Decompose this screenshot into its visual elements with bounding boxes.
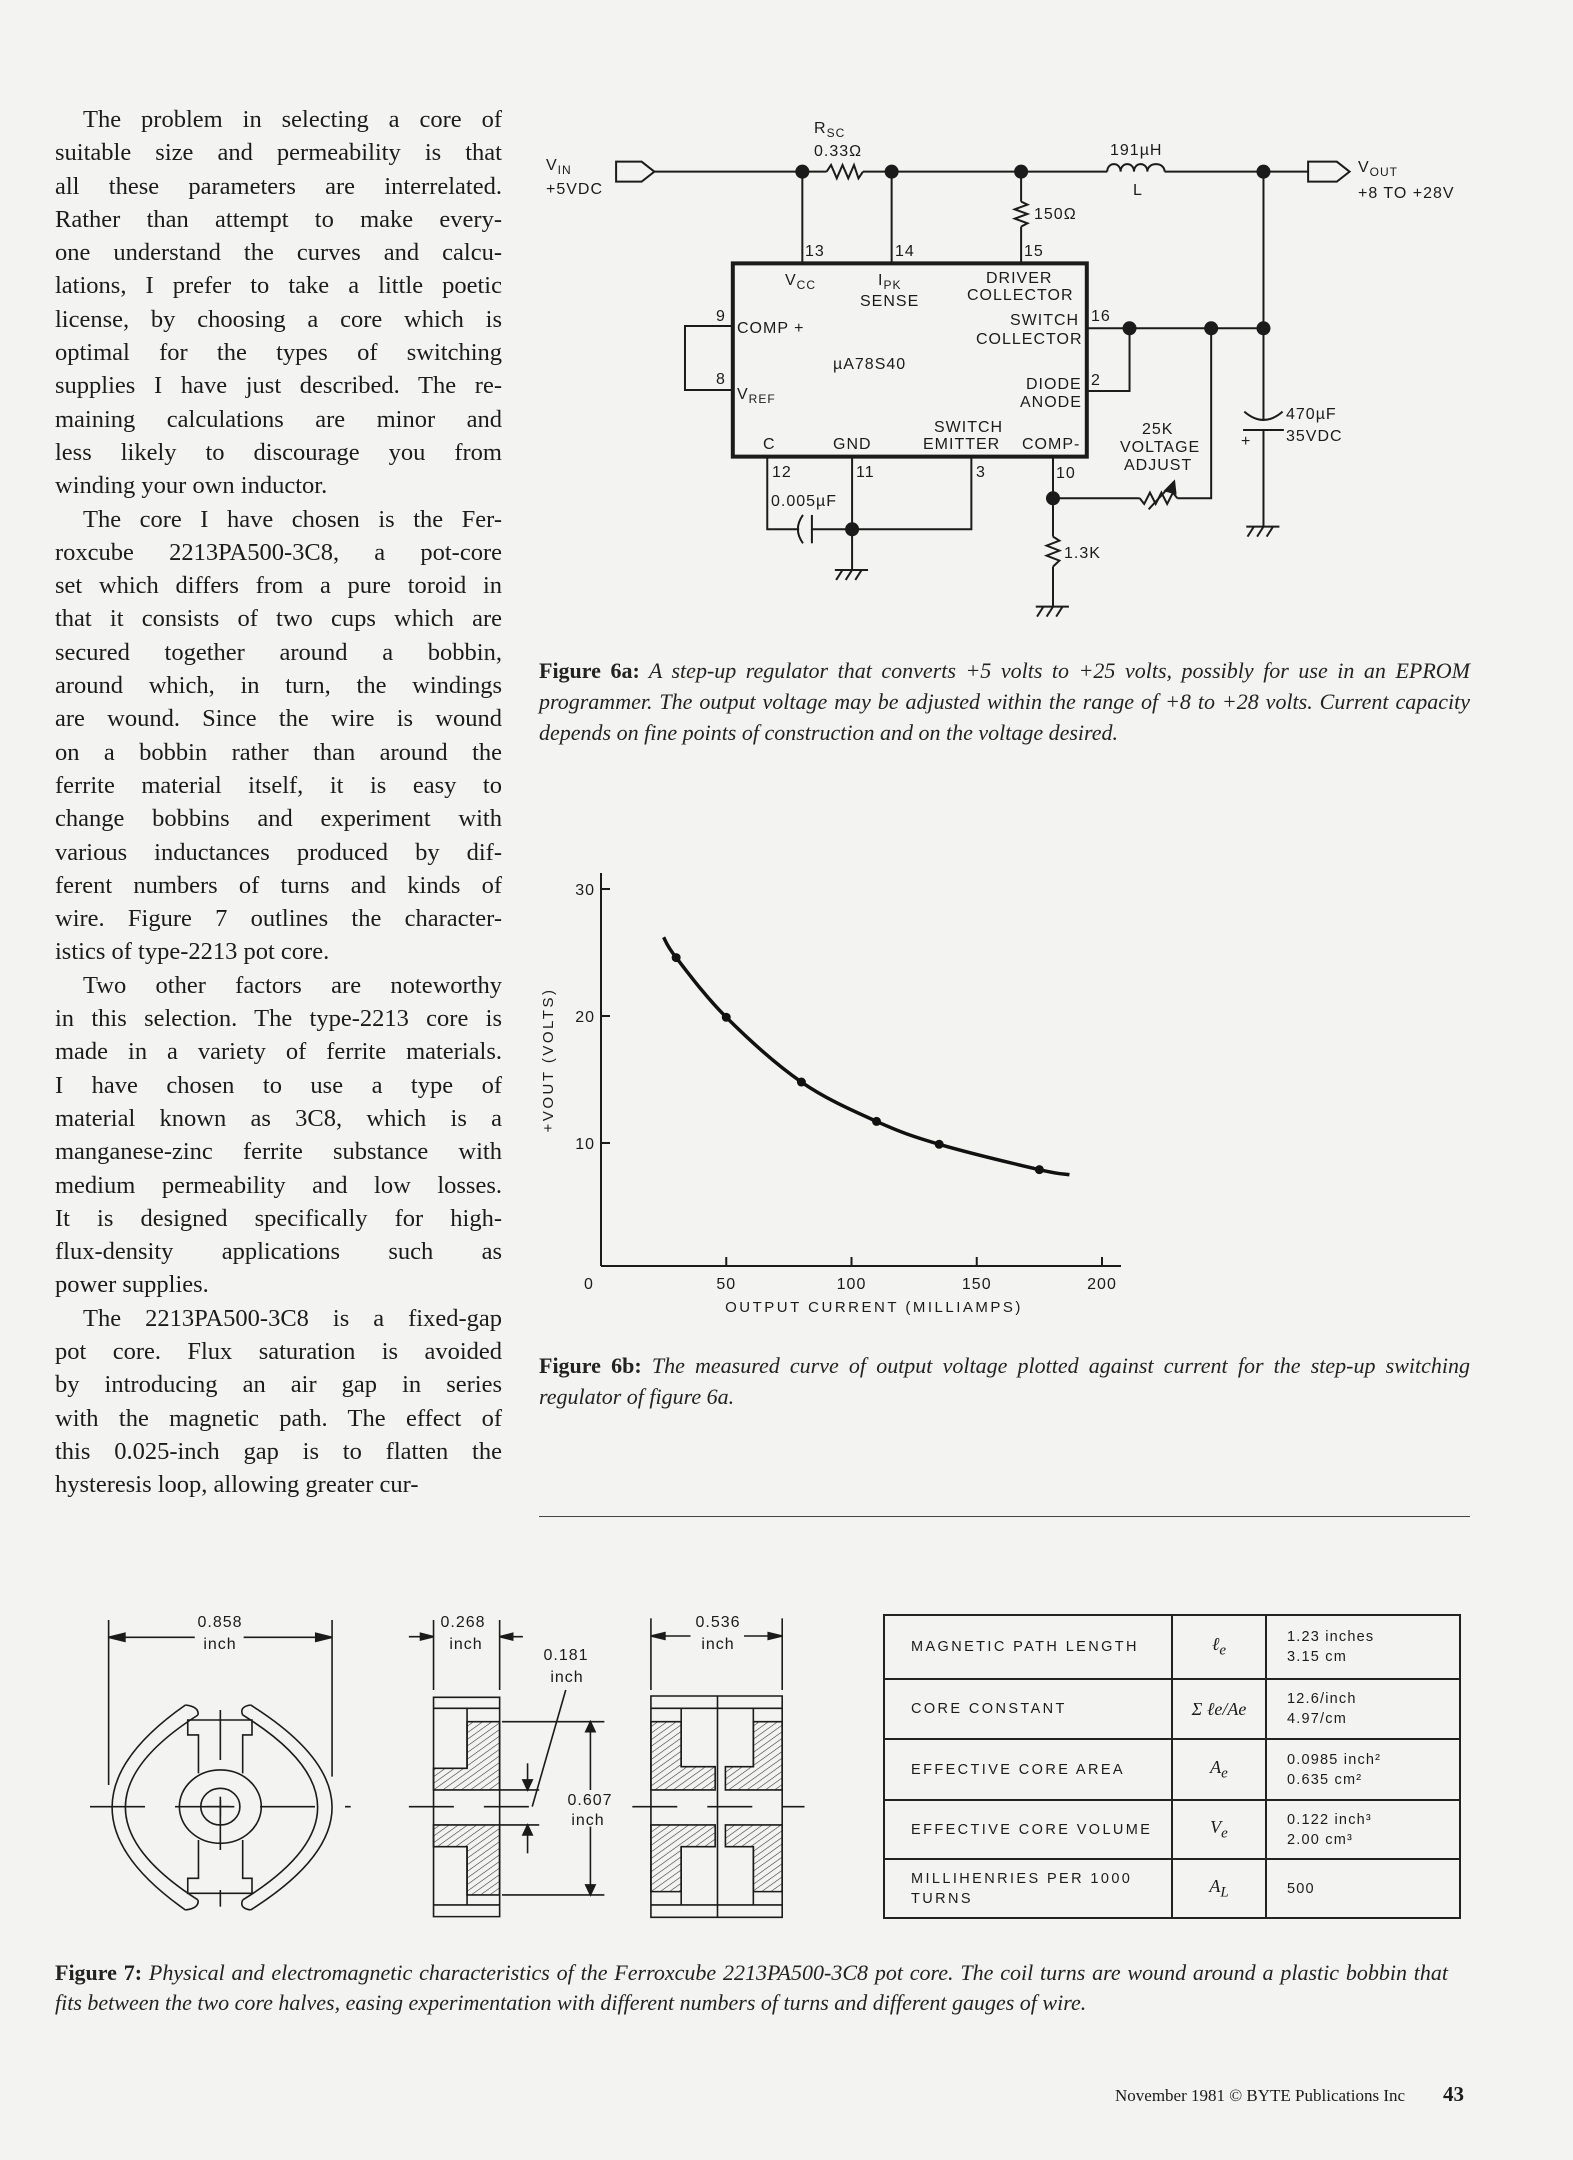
text-line: ferent numbers of turns and kinds of [55,871,502,899]
dim-inner-diameter: 0.607 [567,1792,613,1809]
data-point [1035,1165,1044,1174]
rsc-label: $R_{SC}$ [814,120,846,140]
text-line: less likely to discourage you from [55,438,502,466]
pin-12: 12 [772,464,792,481]
r13k-label: 1.3K [1064,545,1101,562]
table-row [884,1615,1460,1679]
text-line: in this selection. The type-2213 core is [55,1005,502,1033]
article-body [55,103,502,1501]
table-row [884,1800,1460,1859]
text-line: manganese-zinc ferrite substance with [55,1138,502,1166]
dim-diameter: 0.858 [197,1614,243,1631]
switch-emitter-label-2: EMITTER [923,436,1001,453]
text-line: around which, in turn, the windings [55,672,502,700]
value-imperial: 1.23 inches [1287,1629,1375,1645]
anode-label: ANODE [1020,394,1082,411]
x-tick-label: 100 [836,1276,867,1293]
value-metric: 3.15 cm [1287,1649,1347,1665]
pot-core-top-view [90,1620,351,1910]
pot-label-1: 25K [1142,421,1174,438]
vout-label: $V_{OUT}$ [1358,159,1399,179]
text-line: maining calculations are minor and [55,405,502,433]
pin-9: 9 [716,308,726,325]
driver-label: DRIVER [986,270,1053,287]
y-tick-label: 20 [575,1009,595,1026]
r150-resistor-icon [1015,202,1028,227]
data-point [872,1117,881,1126]
vout-value: +8 TO +28V [1358,185,1455,202]
text-line: roxcube 2213PA500-3C8, a pot-core [55,538,502,566]
row-symbol: $A_e$ [1172,1739,1266,1800]
capacitor-470uf-icon [1244,412,1282,420]
text-line: flux-density applications such as [55,1238,502,1266]
pin-10: 10 [1056,465,1076,482]
pot-label-2: VOLTAGE [1120,439,1201,456]
x-axis-label: OUTPUT CURRENT (MILLIAMPS) [725,1299,1023,1316]
row-value [1266,1859,1460,1918]
data-point [722,1013,731,1022]
inductor-value: 191µH [1110,142,1163,159]
dim-height: 0.536 [695,1614,741,1631]
table-row [884,1859,1460,1918]
series-curve-measured [664,937,1070,1174]
text-line: supplies I have just described. The re- [55,372,502,400]
pot-core-half-section [409,1620,605,1917]
figure-6a-label: Figure 6a: [539,658,640,683]
text-line: optimal for the types of switching [55,339,502,367]
diode-label: DIODE [1026,376,1082,393]
row-value [1266,1739,1460,1800]
text-line: with the magnetic path. The effect of [55,1404,502,1432]
row-label: EFFECTIVE CORE AREA [884,1739,1172,1800]
data-point [797,1078,806,1087]
row-value [1266,1800,1460,1859]
rsc-resistor-icon [827,165,863,178]
core-characteristics-table [883,1614,1461,1919]
pin-15: 15 [1024,243,1044,260]
c-label: C [763,436,776,453]
potentiometer-icon [1140,493,1178,504]
cap-plus: + [1241,433,1252,450]
text-line: wire. Figure 7 outlines the character- [55,905,502,933]
text-line: pot core. Flux saturation is avoided [55,1337,502,1365]
text-line: The core I have chosen is the Fer- [83,505,502,533]
vin-label: $V_{IN}$ [546,157,572,177]
dim-height-unit: inch [701,1636,735,1653]
text-line: The problem in selecting a core of [83,106,502,133]
text-line: hysteresis loop, allowing greater cur- [55,1471,419,1499]
row-label: CORE CONSTANT [884,1679,1172,1739]
dim-inner-diameter-unit: inch [571,1812,605,1829]
sense-label: SENSE [860,293,920,310]
value-metric: 2.00 cm³ [1287,1831,1354,1848]
figure-6a-caption-text: A step-up regulator that converts +5 volts to +25 volts, possibly for use in an EPROM programmer. The output voltage may be adjusted within the range of +8 to +28 volts. Current capacity depends on fine points of construction and on the voltage desired. [539,658,1470,745]
pin-16: 16 [1091,308,1111,325]
ic-ua78s40 [733,263,1087,456]
text-line: The 2213PA500-3C8 is a fixed-gap [83,1304,502,1332]
value-metric: 0.635 cm² [1287,1771,1363,1788]
vout-terminal-icon [1308,162,1349,182]
x-tick-label: 200 [1087,1276,1117,1293]
text-line: license, by choosing a core which is [55,305,502,333]
text-line: suitable size and permeability is that [55,139,502,167]
text-line: ferrite material itself, it is easy to [55,771,502,799]
text-line: various inductances produced by dif- [55,838,502,866]
figure-7-caption-text: Physical and electromagnetic characteristics of the Ferroxcube 2213PA500-3C8 pot core. The coil turns are wound around a plastic bobbin that fits between the two core halves, easing experimentation with different numbers of turns and different gauges of wire. [55,1960,1448,2015]
dim-center-hole-unit: inch [550,1669,584,1686]
figure-6b-caption [539,1350,1470,1412]
capacitor-0005uf-icon [798,515,803,543]
dim-half-height-unit: inch [449,1636,483,1653]
data-point [935,1140,944,1149]
row-label: MILLIHENRIES PER 1000 TURNS [884,1859,1172,1918]
row-symbol: Σ ℓe/Ae [1172,1679,1266,1739]
pin-2: 2 [1091,372,1101,389]
text-line: secured together around a bobbin, [55,638,502,666]
page-number: 43 [1443,2082,1464,2106]
value-imperial: 12.6/inch [1287,1691,1357,1707]
text-line: one understand the curves and calcu- [55,239,502,267]
text-line: istics of type-2213 pot core. [55,938,330,966]
junction-dots [795,165,1270,537]
data-point [672,953,681,962]
value: 500 [1287,1880,1315,1897]
text-line: medium permeability and low losses. [55,1171,502,1199]
dim-center-hole: 0.181 [543,1647,589,1664]
text-line: material known as 3C8, which is a [55,1104,502,1132]
dim-half-height: 0.268 [440,1614,486,1631]
row-label: EFFECTIVE CORE VOLUME [884,1800,1172,1859]
row-value [1266,1679,1460,1739]
text-line: Two other factors are noteworthy [83,971,502,999]
table-row [884,1679,1460,1739]
ipk-label: $I_{PK}$ [878,272,902,292]
figure-6a-caption [539,655,1470,748]
ground-icon [1246,527,1279,537]
rsc-value: 0.33Ω [814,143,863,160]
text-line: power supplies. [55,1271,209,1299]
pin-14: 14 [895,243,915,260]
text-line: made in a variety of ferrite materials. [55,1038,502,1066]
text-line: on a bobbin rather than around the [55,738,502,766]
pin-11: 11 [856,464,875,481]
figure-6b-label: Figure 6b: [539,1353,642,1378]
ground-icon [1036,607,1069,617]
figure-6b-caption-text: The measured curve of output voltage plotted against current for the step-up switching regulator of figure 6a. [539,1353,1470,1409]
inductor-icon [1107,164,1164,171]
switch-emitter-label-1: SWITCH [934,419,1004,436]
value-imperial: 0.0985 inch² [1287,1751,1382,1768]
text-line: I have chosen to use a type of [55,1071,502,1099]
pin-13: 13 [805,243,825,260]
figure-7-caption [55,1958,1448,2018]
text-line: winding your own inductor. [55,472,328,500]
cap-voltage: 35VDC [1286,428,1343,445]
pin-3: 3 [976,464,986,481]
comp-plus-label: COMP + [737,320,805,337]
text-line: this 0.025-inch gap is to flatten the [55,1437,502,1465]
switch-collector-label-1: SWITCH [1010,312,1080,329]
pin-8: 8 [716,371,726,388]
vcc-label: $V_{CC}$ [785,272,817,292]
row-symbol: $V_e$ [1172,1800,1266,1859]
y-axis-label: +VOUT (VOLTS) [540,987,557,1133]
row-symbol: ℓ$_e$ [1172,1615,1266,1679]
y-tick-label: 10 [575,1136,595,1153]
driver-collector-label: COLLECTOR [967,287,1074,304]
row-label: MAGNETIC PATH LENGTH [884,1615,1172,1679]
ic-name: µA78S40 [833,356,907,373]
x-tick-label: 0 [584,1276,594,1293]
text-line: lations, I prefer to take a little poetic [55,272,502,300]
table-row [884,1739,1460,1800]
timing-cap-label: 0.005µF [771,493,838,510]
vref-label: $V_{REF}$ [737,386,776,406]
text-line: Rather than attempt to make every- [55,205,502,233]
value-metric: 4.97/cm [1287,1711,1347,1727]
switch-collector-label-2: COLLECTOR [976,331,1083,348]
vin-value: +5VDC [546,181,604,198]
pot-core-assembled-section [632,1618,804,1917]
row-value [1266,1615,1460,1679]
value-imperial: 0.122 inch³ [1287,1811,1372,1828]
gnd-label: GND [833,436,872,453]
text-line: by introducing an air gap in series [55,1371,502,1399]
pot-label-3: ADJUST [1124,457,1193,474]
text-line: change bobbins and experiment with [55,805,502,833]
row-symbol: $A_L$ [1172,1859,1266,1918]
ground-icon [835,570,868,580]
text-line: all these parameters are interrelated. [55,172,502,200]
r13k-resistor-icon [1047,537,1060,567]
text-line: are wound. Since the wire is wound [55,705,502,733]
divider [539,1516,1470,1517]
text-line: set which differs from a pure toroid in [55,572,502,600]
inductor-name: L [1133,182,1143,199]
dim-diameter-unit: inch [203,1636,237,1653]
footer-credit: November 1981 © BYTE Publications Inc [1115,2086,1406,2105]
vin-terminal-icon [616,162,654,182]
cap-value: 470µF [1286,406,1337,423]
y-tick-label: 30 [575,882,595,899]
x-tick-label: 150 [961,1276,992,1293]
figure-7-label: Figure 7: [55,1960,143,1985]
comp-minus-label: COMP- [1022,436,1081,453]
r150-label: 150Ω [1034,206,1077,223]
text-line: that it consists of two cups which are [55,605,502,633]
text-line: It is designed specifically for high- [55,1204,502,1232]
x-tick-label: 50 [716,1276,737,1293]
